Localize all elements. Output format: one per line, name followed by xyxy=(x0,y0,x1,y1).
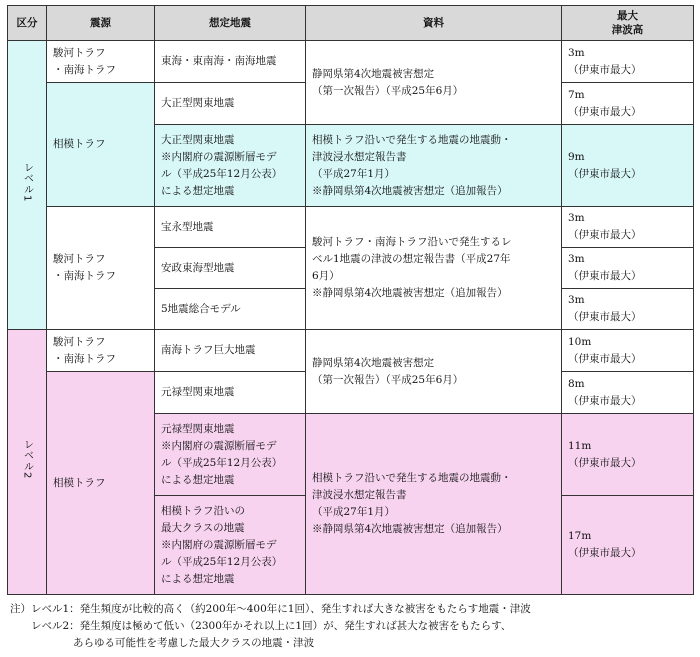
height-value: 3m xyxy=(568,294,585,306)
height-cell xyxy=(562,496,694,595)
quake-line: による想定地震 xyxy=(161,572,235,585)
height-location: （伊東市最大） xyxy=(568,311,642,323)
doc-line: （第一次報告）（平成25年6月） xyxy=(312,373,464,386)
quake-line: ※内閣府の震源断層モデ xyxy=(161,538,277,551)
height-location: （伊東市最大） xyxy=(568,394,642,407)
quake-line: ル（平成25年12月公表） xyxy=(161,456,283,469)
footnotes xyxy=(10,601,696,652)
height-cell xyxy=(562,289,694,330)
level1-label: レベル1 xyxy=(21,161,33,203)
doc-cell xyxy=(306,330,562,414)
source-line: ・南海トラフ xyxy=(53,352,116,365)
height-cell xyxy=(562,207,694,248)
doc-line: ベル1地震の津波の想定報告書（平成27年 xyxy=(312,253,511,265)
quake-line: ※内閣府の震源断層モデ xyxy=(161,439,277,452)
source-cell xyxy=(47,83,155,207)
height-cell xyxy=(562,372,694,414)
header-max xyxy=(562,6,694,41)
quake-line: 南海トラフ巨大地震 xyxy=(161,344,256,356)
source-line: ・南海トラフ xyxy=(53,63,116,76)
source-line: 相模トラフ xyxy=(53,138,106,150)
quake-line: 東海・東南海・南海地震 xyxy=(161,55,277,67)
footnote-line: 注）レベル1：発生頻度が比較的高く（約200年～400年に1回）、発生すれば大きな被害をもたらす地震・津波 xyxy=(10,603,531,615)
doc-line: 6月） xyxy=(312,270,340,282)
quake-line: による想定地震 xyxy=(161,473,235,486)
quake-line: 宝永型地震 xyxy=(161,220,214,233)
height-cell xyxy=(562,330,694,372)
level2-label: レベル2 xyxy=(21,438,33,480)
doc-line: 静岡県第4次地震被害想定 xyxy=(312,67,435,80)
source-cell xyxy=(47,372,155,595)
header-max-line2: 津波高 xyxy=(611,24,644,36)
quake-line: 安政東海型地震 xyxy=(161,261,235,274)
tsunami-table xyxy=(7,5,694,595)
doc-line: ※静岡県第4次地震被害想定（追加報告） xyxy=(312,184,508,197)
doc-cell xyxy=(306,41,562,125)
height-cell xyxy=(562,414,694,496)
header-soutei: 想定地震 xyxy=(155,6,306,41)
quake-line: ※内閣府の震源断層モデ xyxy=(161,150,277,163)
height-location: （伊東市最大） xyxy=(568,270,642,282)
height-cell xyxy=(562,41,694,83)
height-value: 8m xyxy=(568,377,585,390)
doc-line: 静岡県第4次地震被害想定 xyxy=(312,356,435,369)
level1-cell xyxy=(8,41,47,330)
doc-cell xyxy=(306,125,562,207)
quake-line: 大正型関東地震 xyxy=(161,133,235,146)
quake-line: 最大クラスの地震 xyxy=(161,521,245,534)
doc-line: （第一次報告）（平成25年6月） xyxy=(312,84,464,97)
doc-line: 相模トラフ沿いで発生する地震の地震動・ xyxy=(312,472,512,484)
header-kubun: 区分 xyxy=(8,6,47,41)
header-row xyxy=(8,6,694,41)
source-line: 相模トラフ xyxy=(53,476,106,489)
doc-cell xyxy=(306,414,562,595)
height-cell xyxy=(562,248,694,289)
source-line: 駿河トラフ xyxy=(53,253,106,265)
doc-line: （平成27年1月） xyxy=(312,167,396,180)
height-value: 3m xyxy=(568,46,585,59)
doc-line: ※静岡県第4次地震被害想定（追加報告） xyxy=(312,523,508,535)
height-value: 11m xyxy=(568,439,592,452)
quake-cell xyxy=(155,41,306,83)
height-cell xyxy=(562,125,694,207)
quake-line: ル（平成25年12月公表） xyxy=(161,555,283,568)
height-value: 3m xyxy=(568,253,585,265)
quake-line: による想定地震 xyxy=(161,184,235,197)
height-value: 7m xyxy=(568,88,585,101)
table-row xyxy=(8,330,694,372)
quake-cell xyxy=(155,125,306,207)
header-shingen: 震源 xyxy=(47,6,155,41)
height-value: 3m xyxy=(568,212,585,224)
quake-line: 大正型関東地震 xyxy=(161,97,235,109)
height-value: 10m xyxy=(568,335,592,348)
footnote-line: レベル2：発生頻度は極めて低い（2300年かそれ以上に1回）が、発生すれば甚大な被害をもたらす、 xyxy=(10,620,512,632)
height-location: （伊東市最大） xyxy=(568,167,642,180)
height-location: （伊東市最大） xyxy=(568,105,642,118)
height-cell xyxy=(562,83,694,125)
height-location: （伊東市最大） xyxy=(568,352,642,365)
quake-line: 5地震総合モデル xyxy=(161,302,241,315)
doc-line: （平成27年1月） xyxy=(312,506,396,518)
quake-cell xyxy=(155,496,306,595)
quake-cell xyxy=(155,207,306,248)
level2-cell xyxy=(8,330,47,595)
doc-line: ※静岡県第4次地震被害想定（追加報告） xyxy=(312,287,508,299)
height-location: （伊東市最大） xyxy=(568,63,642,76)
quake-line: ル（平成25年12月公表） xyxy=(161,167,283,180)
source-cell xyxy=(47,207,155,330)
doc-cell xyxy=(306,207,562,330)
source-cell xyxy=(47,330,155,372)
height-value: 9m xyxy=(568,150,585,163)
height-location: （伊東市最大） xyxy=(568,229,642,241)
quake-line: 元禄型関東地震 xyxy=(161,386,235,398)
quake-cell xyxy=(155,330,306,372)
quake-cell xyxy=(155,289,306,330)
source-line: 駿河トラフ xyxy=(53,46,106,59)
source-line: 駿河トラフ xyxy=(53,335,106,348)
height-location: （伊東市最大） xyxy=(568,456,642,469)
quake-cell xyxy=(155,372,306,414)
height-location: （伊東市最大） xyxy=(568,547,642,559)
doc-line: 駿河トラフ・南海トラフ沿いで発生するレ xyxy=(312,236,512,248)
height-value: 17m xyxy=(568,530,592,542)
header-shiryo: 資料 xyxy=(306,6,562,41)
header-max-line1: 最大 xyxy=(617,10,638,22)
quake-line: 元禄型関東地震 xyxy=(161,422,235,435)
source-line: ・南海トラフ xyxy=(53,270,116,282)
doc-line: 津波浸水想定報告書 xyxy=(312,150,407,163)
footnote-line: あらゆる可能性を考慮した最大クラスの地震・津波 xyxy=(10,637,315,649)
source-cell xyxy=(47,41,155,83)
quake-cell xyxy=(155,83,306,125)
quake-cell xyxy=(155,248,306,289)
table-row xyxy=(8,207,694,248)
table-row xyxy=(8,41,694,83)
quake-line: 相模トラフ沿いの xyxy=(161,504,245,517)
quake-cell xyxy=(155,414,306,496)
doc-line: 津波浸水想定報告書 xyxy=(312,489,407,501)
doc-line: 相模トラフ沿いで発生する地震の地震動・ xyxy=(312,133,512,146)
